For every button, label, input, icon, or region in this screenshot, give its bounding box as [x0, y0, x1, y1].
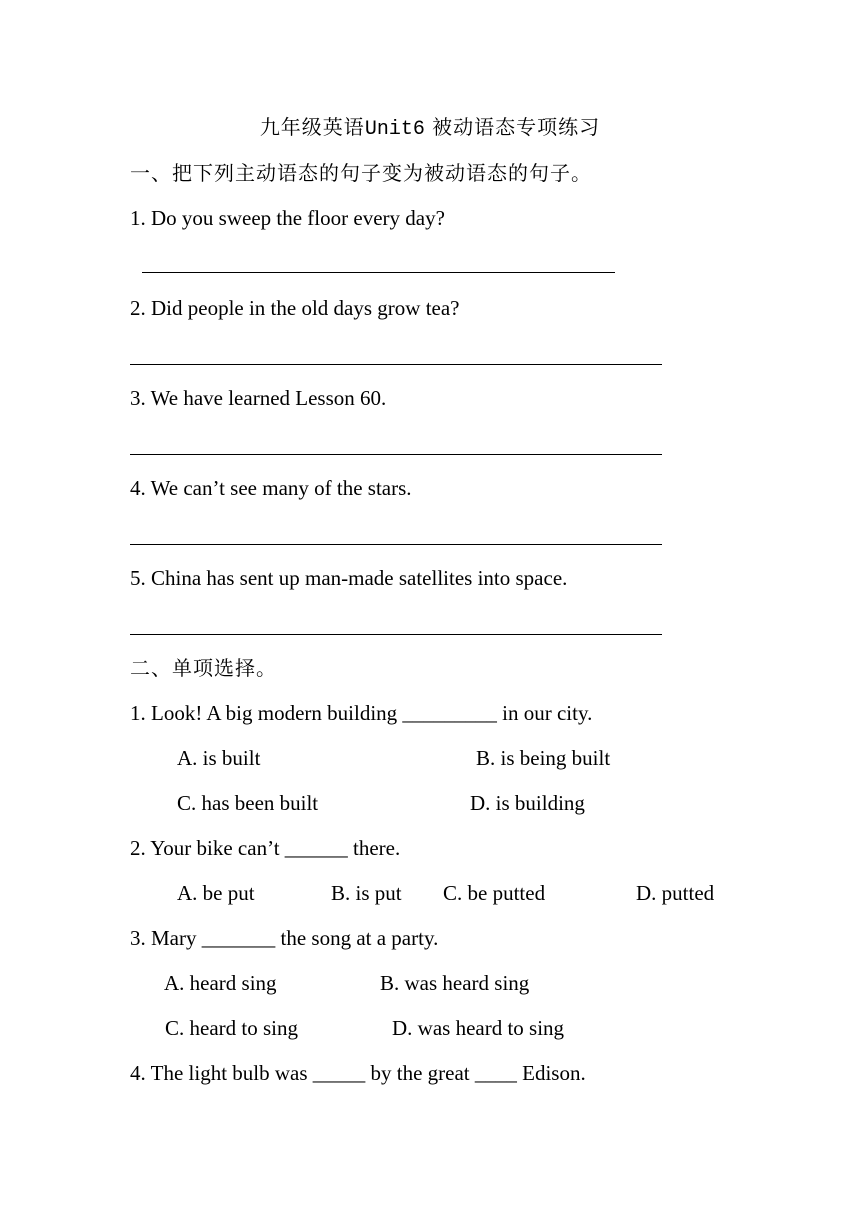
s2-q3-option-c[interactable]: C. heard to sing: [165, 1016, 298, 1040]
answer-line-3[interactable]: [130, 454, 662, 455]
answer-line-4[interactable]: [130, 544, 662, 545]
s2-q1-option-b[interactable]: B. is being built: [476, 746, 611, 770]
title-suffix: 被动语态专项练习: [424, 115, 601, 139]
s1-question-5: 5. China has sent up man-made satellites into space.: [130, 566, 568, 590]
title-unit: Unit6: [364, 118, 425, 141]
s2-q2-option-b[interactable]: B. is put: [331, 881, 402, 905]
s2-question-4-stem: 4. The light bulb was _____ by the great ____ Edison.: [130, 1061, 586, 1085]
s1-question-1: 1. Do you sweep the floor every day?: [130, 206, 445, 230]
s2-question-2-stem: 2. Your bike can’t ______ there.: [130, 836, 401, 860]
answer-line-2[interactable]: [130, 364, 662, 365]
section1-heading: 一、把下列主动语态的句子变为被动语态的句子。: [130, 161, 592, 185]
s2-question-3-stem: 3. Mary _______ the song at a party.: [130, 926, 439, 950]
s1-question-3: 3. We have learned Lesson 60.: [130, 386, 387, 410]
s2-q2-option-c[interactable]: C. be putted: [443, 881, 546, 905]
section2-heading: 二、单项选择。: [130, 656, 277, 680]
s2-q1-option-c[interactable]: C. has been built: [177, 791, 319, 815]
s2-q3-option-b[interactable]: B. was heard sing: [380, 971, 530, 995]
page-title: [0, 114, 860, 143]
s1-question-4: 4. We can’t see many of the stars.: [130, 476, 412, 500]
title-prefix: 九年级英语: [259, 115, 365, 139]
answer-line-1[interactable]: [142, 272, 615, 273]
s2-q2-option-d[interactable]: D. putted: [636, 881, 715, 905]
s1-question-2: 2. Did people in the old days grow tea?: [130, 296, 460, 320]
answer-line-5[interactable]: [130, 634, 662, 635]
s2-q2-option-a[interactable]: A. be put: [177, 881, 255, 905]
s2-q3-option-a[interactable]: A. heard sing: [164, 971, 277, 995]
s2-q1-option-a[interactable]: A. is built: [177, 746, 261, 770]
s2-q3-option-d[interactable]: D. was heard to sing: [392, 1016, 565, 1040]
s2-q1-option-d[interactable]: D. is building: [470, 791, 585, 815]
s2-question-1-stem: 1. Look! A big modern building _________ in our city.: [130, 701, 593, 725]
